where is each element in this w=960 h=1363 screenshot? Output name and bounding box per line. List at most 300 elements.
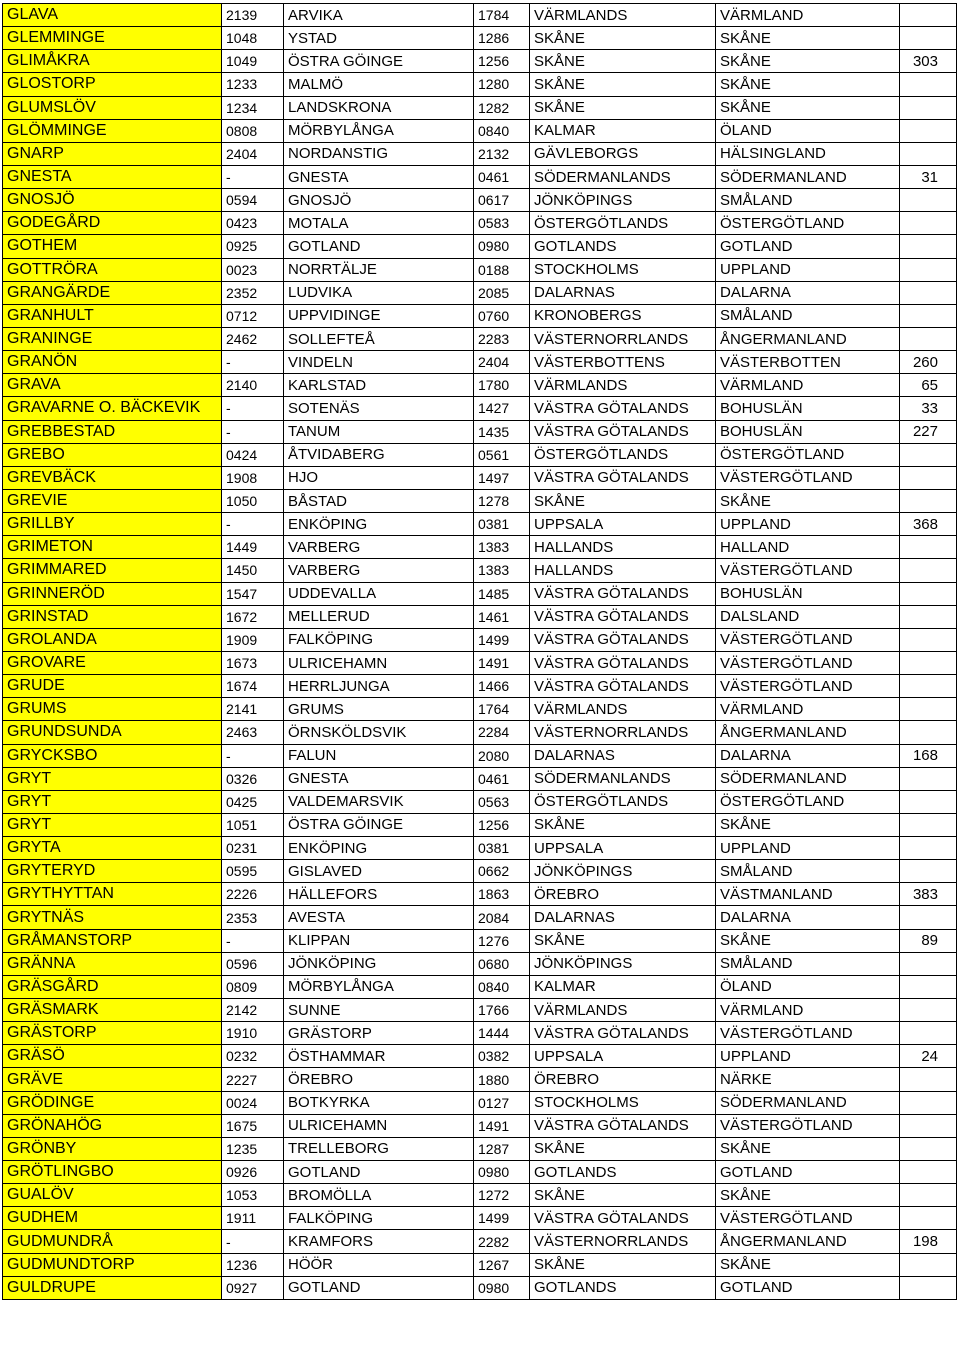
municipality-cell: VINDELN [284, 351, 474, 374]
parish-code-cell: - [222, 420, 284, 443]
municipality-code-cell: 2085 [474, 281, 530, 304]
municipality-code-cell: 1282 [474, 96, 530, 119]
municipality-code-cell: 1383 [474, 559, 530, 582]
county-cell: VÄSTERNORRLANDS [530, 1230, 716, 1253]
municipality-code-cell: 1287 [474, 1137, 530, 1160]
parish-code-cell: 2226 [222, 883, 284, 906]
province-cell: DALARNA [716, 906, 900, 929]
county-cell: UPPSALA [530, 837, 716, 860]
parish-code-cell: 0231 [222, 837, 284, 860]
municipality-cell: SUNNE [284, 999, 474, 1022]
table-row [3, 1114, 957, 1137]
municipality-code-cell: 0662 [474, 860, 530, 883]
county-cell: VÄSTERNORRLANDS [530, 721, 716, 744]
extra-number-cell [900, 1091, 957, 1114]
extra-number-cell [900, 1137, 957, 1160]
parish-name-cell: GREBBESTAD [3, 420, 222, 443]
municipality-cell: HJO [284, 466, 474, 489]
municipality-code-cell: 2404 [474, 351, 530, 374]
parish-name-cell: GLIMÅKRA [3, 50, 222, 73]
municipality-cell: FALUN [284, 744, 474, 767]
table-row [3, 1276, 957, 1299]
extra-number-cell [900, 1253, 957, 1276]
municipality-code-cell: 1272 [474, 1184, 530, 1207]
extra-number-cell [900, 1022, 957, 1045]
extra-number-cell: 383 [900, 883, 957, 906]
parish-code-cell: 0808 [222, 119, 284, 142]
county-cell: ÖREBRO [530, 883, 716, 906]
table-row [3, 165, 957, 188]
table-row [3, 73, 957, 96]
parish-name-cell: GLEMMINGE [3, 27, 222, 50]
extra-number-cell [900, 1207, 957, 1230]
county-cell: SKÅNE [530, 1253, 716, 1276]
parish-code-cell: 1674 [222, 675, 284, 698]
county-cell: JÖNKÖPINGS [530, 189, 716, 212]
extra-number-cell [900, 582, 957, 605]
municipality-cell: VARBERG [284, 559, 474, 582]
province-cell: VÄSTERGÖTLAND [716, 675, 900, 698]
province-cell: HALLAND [716, 536, 900, 559]
extra-number-cell: 65 [900, 374, 957, 397]
municipality-code-cell: 1784 [474, 4, 530, 27]
county-cell: VÄSTERBOTTENS [530, 351, 716, 374]
county-cell: SKÅNE [530, 27, 716, 50]
parish-code-cell: 1048 [222, 27, 284, 50]
extra-number-cell: 198 [900, 1230, 957, 1253]
parish-code-cell: 0925 [222, 235, 284, 258]
parish-code-cell: 2227 [222, 1068, 284, 1091]
municipality-code-cell: 0980 [474, 1161, 530, 1184]
parish-code-cell: 0326 [222, 767, 284, 790]
county-cell: ÖSTERGÖTLANDS [530, 790, 716, 813]
province-cell: SKÅNE [716, 813, 900, 836]
county-cell: UPPSALA [530, 1045, 716, 1068]
province-cell: SÖDERMANLAND [716, 165, 900, 188]
parish-name-cell: GUDMUNDRÅ [3, 1230, 222, 1253]
table-row [3, 1230, 957, 1253]
province-cell: ÖSTERGÖTLAND [716, 212, 900, 235]
table-row [3, 744, 957, 767]
extra-number-cell: 303 [900, 50, 957, 73]
county-cell: VÄSTRA GÖTALANDS [530, 675, 716, 698]
extra-number-cell [900, 96, 957, 119]
municipality-cell: LUDVIKA [284, 281, 474, 304]
province-cell: ÖLAND [716, 119, 900, 142]
parish-code-cell: 2139 [222, 4, 284, 27]
table-row [3, 975, 957, 998]
table-row [3, 50, 957, 73]
parish-name-cell: GRÄSTORP [3, 1022, 222, 1045]
municipality-code-cell: 1286 [474, 27, 530, 50]
municipality-code-cell: 2080 [474, 744, 530, 767]
extra-number-cell [900, 142, 957, 165]
extra-number-cell: 24 [900, 1045, 957, 1068]
municipality-code-cell: 1485 [474, 582, 530, 605]
province-cell: SKÅNE [716, 1184, 900, 1207]
province-cell: BOHUSLÄN [716, 420, 900, 443]
county-cell: VÄSTRA GÖTALANDS [530, 1207, 716, 1230]
municipality-cell: TRELLEBORG [284, 1137, 474, 1160]
province-cell: VÄSTERBOTTEN [716, 351, 900, 374]
municipality-cell: UDDEVALLA [284, 582, 474, 605]
municipality-code-cell: 1276 [474, 929, 530, 952]
table-row [3, 860, 957, 883]
parish-name-cell: GRIMETON [3, 536, 222, 559]
county-cell: SÖDERMANLANDS [530, 767, 716, 790]
province-cell: VÄRMLAND [716, 698, 900, 721]
province-cell: NÄRKE [716, 1068, 900, 1091]
municipality-cell: FALKÖPING [284, 628, 474, 651]
municipality-code-cell: 0680 [474, 952, 530, 975]
parish-name-cell: GRÖTLINGBO [3, 1161, 222, 1184]
parish-name-cell: GOTTRÖRA [3, 258, 222, 281]
parish-name-cell: GUDHEM [3, 1207, 222, 1230]
extra-number-cell [900, 906, 957, 929]
municipality-code-cell: 1880 [474, 1068, 530, 1091]
province-cell: UPPLAND [716, 513, 900, 536]
county-cell: KALMAR [530, 975, 716, 998]
extra-number-cell [900, 1161, 957, 1184]
parish-code-cell: 2463 [222, 721, 284, 744]
table-row [3, 790, 957, 813]
parish-name-cell: GRANHULT [3, 304, 222, 327]
table-row [3, 142, 957, 165]
county-cell: SKÅNE [530, 96, 716, 119]
county-cell: SKÅNE [530, 929, 716, 952]
municipality-code-cell: 1863 [474, 883, 530, 906]
parish-code-cell: 0712 [222, 304, 284, 327]
parish-name-cell: GLUMSLÖV [3, 96, 222, 119]
parish-code-cell: 1547 [222, 582, 284, 605]
municipality-cell: ÖSTRA GÖINGE [284, 50, 474, 73]
province-cell: UPPLAND [716, 837, 900, 860]
parish-name-cell: GUDMUNDTORP [3, 1253, 222, 1276]
parish-code-cell: 2142 [222, 999, 284, 1022]
municipality-cell: SOLLEFTEÅ [284, 327, 474, 350]
province-cell: UPPLAND [716, 1045, 900, 1068]
table-row [3, 397, 957, 420]
municipality-cell: GISLAVED [284, 860, 474, 883]
parish-name-cell: GRANINGE [3, 327, 222, 350]
county-cell: VÄRMLANDS [530, 698, 716, 721]
municipality-cell: MÖRBYLÅNGA [284, 975, 474, 998]
municipality-cell: NORDANSTIG [284, 142, 474, 165]
extra-number-cell [900, 721, 957, 744]
municipality-code-cell: 0381 [474, 837, 530, 860]
province-cell: SKÅNE [716, 27, 900, 50]
table-row [3, 605, 957, 628]
table-row [3, 281, 957, 304]
county-cell: GOTLANDS [530, 1161, 716, 1184]
parish-code-cell: 1675 [222, 1114, 284, 1137]
table-row [3, 883, 957, 906]
municipality-cell: GOTLAND [284, 1276, 474, 1299]
table-row [3, 929, 957, 952]
parish-code-cell: 1236 [222, 1253, 284, 1276]
table-row [3, 582, 957, 605]
parish-name-cell: GREVBÄCK [3, 466, 222, 489]
county-cell: VÄSTRA GÖTALANDS [530, 466, 716, 489]
parish-code-cell: 1049 [222, 50, 284, 73]
extra-number-cell [900, 327, 957, 350]
table-row [3, 327, 957, 350]
extra-number-cell: 368 [900, 513, 957, 536]
extra-number-cell: 31 [900, 165, 957, 188]
extra-number-cell [900, 605, 957, 628]
parish-code-cell: 1673 [222, 651, 284, 674]
parish-name-cell: GRYCKSBO [3, 744, 222, 767]
extra-number-cell: 168 [900, 744, 957, 767]
table-row [3, 119, 957, 142]
municipality-code-cell: 2132 [474, 142, 530, 165]
municipality-code-cell: 0840 [474, 119, 530, 142]
table-row [3, 189, 957, 212]
county-cell: VÄRMLANDS [530, 4, 716, 27]
table-row [3, 304, 957, 327]
extra-number-cell [900, 27, 957, 50]
municipality-code-cell: 1256 [474, 50, 530, 73]
table-row [3, 1045, 957, 1068]
province-cell: VÄSTERGÖTLAND [716, 1207, 900, 1230]
municipality-cell: ÖREBRO [284, 1068, 474, 1091]
parish-name-cell: GRYTA [3, 837, 222, 860]
parish-code-cell: - [222, 397, 284, 420]
county-cell: SKÅNE [530, 489, 716, 512]
province-cell: ÖSTERGÖTLAND [716, 790, 900, 813]
province-cell: SKÅNE [716, 73, 900, 96]
municipality-code-cell: 1427 [474, 397, 530, 420]
extra-number-cell [900, 837, 957, 860]
municipality-code-cell: 0188 [474, 258, 530, 281]
extra-number-cell [900, 975, 957, 998]
extra-number-cell [900, 813, 957, 836]
parish-code-cell: 2141 [222, 698, 284, 721]
table-row [3, 4, 957, 27]
parish-code-cell: - [222, 351, 284, 374]
municipality-code-cell: 0382 [474, 1045, 530, 1068]
municipality-code-cell: 2284 [474, 721, 530, 744]
extra-number-cell: 260 [900, 351, 957, 374]
extra-number-cell [900, 767, 957, 790]
municipality-cell: GRÄSTORP [284, 1022, 474, 1045]
parish-name-cell: GRAVARNE O. BÄCKEVIK [3, 397, 222, 420]
county-cell: VÄSTRA GÖTALANDS [530, 420, 716, 443]
parish-code-cell: 1449 [222, 536, 284, 559]
county-cell: VÄSTRA GÖTALANDS [530, 605, 716, 628]
province-cell: SKÅNE [716, 1137, 900, 1160]
province-cell: BOHUSLÄN [716, 397, 900, 420]
municipality-cell: BOTKYRKA [284, 1091, 474, 1114]
parish-name-cell: GRÖNAHÖG [3, 1114, 222, 1137]
province-cell: VÄSTERGÖTLAND [716, 1114, 900, 1137]
municipality-cell: MALMÖ [284, 73, 474, 96]
county-cell: DALARNAS [530, 906, 716, 929]
parish-code-cell: 1450 [222, 559, 284, 582]
extra-number-cell [900, 999, 957, 1022]
parish-name-cell: GRYT [3, 767, 222, 790]
parish-name-cell: GRYTHYTTAN [3, 883, 222, 906]
municipality-cell: FALKÖPING [284, 1207, 474, 1230]
county-cell: GÄVLEBORGS [530, 142, 716, 165]
county-cell: VÄSTRA GÖTALANDS [530, 1022, 716, 1045]
table-row [3, 651, 957, 674]
county-cell: JÖNKÖPINGS [530, 952, 716, 975]
municipality-code-cell: 1491 [474, 651, 530, 674]
municipality-code-cell: 0583 [474, 212, 530, 235]
table-row [3, 420, 957, 443]
province-cell: ÅNGERMANLAND [716, 1230, 900, 1253]
extra-number-cell [900, 1276, 957, 1299]
municipality-cell: ÅTVIDABERG [284, 443, 474, 466]
table-row [3, 351, 957, 374]
table-row [3, 999, 957, 1022]
parish-code-cell: 1233 [222, 73, 284, 96]
extra-number-cell: 89 [900, 929, 957, 952]
parish-code-cell: 0424 [222, 443, 284, 466]
extra-number-cell [900, 860, 957, 883]
table-row [3, 489, 957, 512]
table-row [3, 96, 957, 119]
municipality-code-cell: 0980 [474, 1276, 530, 1299]
parish-code-cell: 1053 [222, 1184, 284, 1207]
extra-number-cell [900, 258, 957, 281]
municipality-cell: HÄLLEFORS [284, 883, 474, 906]
parish-code-cell: - [222, 513, 284, 536]
extra-number-cell [900, 1114, 957, 1137]
municipality-cell: GNOSJÖ [284, 189, 474, 212]
municipality-code-cell: 1267 [474, 1253, 530, 1276]
parish-code-cell: - [222, 744, 284, 767]
table-row [3, 767, 957, 790]
parish-code-cell: 0926 [222, 1161, 284, 1184]
municipality-code-cell: 1499 [474, 1207, 530, 1230]
extra-number-cell [900, 698, 957, 721]
municipality-cell: VALDEMARSVIK [284, 790, 474, 813]
county-cell: SKÅNE [530, 50, 716, 73]
table-row [3, 906, 957, 929]
province-cell: VÄSTERGÖTLAND [716, 1022, 900, 1045]
extra-number-cell [900, 281, 957, 304]
parish-code-cell: 1235 [222, 1137, 284, 1160]
parish-code-cell: 1672 [222, 605, 284, 628]
province-cell: SKÅNE [716, 489, 900, 512]
municipality-cell: ULRICEHAMN [284, 1114, 474, 1137]
municipality-cell: VARBERG [284, 536, 474, 559]
municipality-code-cell: 2084 [474, 906, 530, 929]
county-cell: VÄSTRA GÖTALANDS [530, 582, 716, 605]
municipality-code-cell: 0980 [474, 235, 530, 258]
table-row [3, 813, 957, 836]
parish-code-cell: 2352 [222, 281, 284, 304]
extra-number-cell [900, 489, 957, 512]
table-row [3, 952, 957, 975]
county-cell: UPPSALA [530, 513, 716, 536]
municipality-cell: GOTLAND [284, 1161, 474, 1184]
municipality-cell: SOTENÄS [284, 397, 474, 420]
parish-name-cell: GRÄSGÅRD [3, 975, 222, 998]
municipality-cell: MELLERUD [284, 605, 474, 628]
table-row [3, 443, 957, 466]
parish-code-cell: 2353 [222, 906, 284, 929]
municipality-code-cell: 0561 [474, 443, 530, 466]
parish-table [2, 3, 957, 1300]
parish-name-cell: GRÄNNA [3, 952, 222, 975]
county-cell: VÄRMLANDS [530, 999, 716, 1022]
table-row [3, 1091, 957, 1114]
province-cell: GOTLAND [716, 1276, 900, 1299]
parish-name-cell: GNARP [3, 142, 222, 165]
parish-name-cell: GULDRUPE [3, 1276, 222, 1299]
county-cell: STOCKHOLMS [530, 1091, 716, 1114]
parish-code-cell: 2462 [222, 327, 284, 350]
table-row [3, 1253, 957, 1276]
municipality-cell: HÖÖR [284, 1253, 474, 1276]
parish-code-cell: 1910 [222, 1022, 284, 1045]
table-row [3, 513, 957, 536]
municipality-code-cell: 1444 [474, 1022, 530, 1045]
province-cell: SKÅNE [716, 929, 900, 952]
municipality-cell: ENKÖPING [284, 513, 474, 536]
parish-code-cell: 0595 [222, 860, 284, 883]
extra-number-cell: 33 [900, 397, 957, 420]
parish-code-cell: 0927 [222, 1276, 284, 1299]
municipality-code-cell: 1764 [474, 698, 530, 721]
municipality-code-cell: 0563 [474, 790, 530, 813]
province-cell: GOTLAND [716, 1161, 900, 1184]
table-body [3, 4, 957, 1300]
parish-code-cell: 1909 [222, 628, 284, 651]
municipality-code-cell: 1497 [474, 466, 530, 489]
parish-name-cell: GRÖNBY [3, 1137, 222, 1160]
county-cell: DALARNAS [530, 744, 716, 767]
parish-name-cell: GROVARE [3, 651, 222, 674]
municipality-code-cell: 1280 [474, 73, 530, 96]
municipality-cell: ENKÖPING [284, 837, 474, 860]
province-cell: SMÅLAND [716, 189, 900, 212]
county-cell: VÄRMLANDS [530, 374, 716, 397]
municipality-cell: AVESTA [284, 906, 474, 929]
parish-name-cell: GRUMS [3, 698, 222, 721]
municipality-code-cell: 0461 [474, 767, 530, 790]
parish-code-cell: 0423 [222, 212, 284, 235]
table-row [3, 1068, 957, 1091]
municipality-cell: GNESTA [284, 165, 474, 188]
municipality-cell: KLIPPAN [284, 929, 474, 952]
province-cell: SKÅNE [716, 50, 900, 73]
province-cell: BOHUSLÄN [716, 582, 900, 605]
parish-code-cell: 0809 [222, 975, 284, 998]
extra-number-cell [900, 73, 957, 96]
parish-name-cell: GREBO [3, 443, 222, 466]
extra-number-cell [900, 790, 957, 813]
municipality-cell: ARVIKA [284, 4, 474, 27]
county-cell: ÖREBRO [530, 1068, 716, 1091]
municipality-cell: ÖSTRA GÖINGE [284, 813, 474, 836]
municipality-code-cell: 1435 [474, 420, 530, 443]
municipality-code-cell: 0381 [474, 513, 530, 536]
county-cell: ÖSTERGÖTLANDS [530, 212, 716, 235]
parish-name-cell: GRUDE [3, 675, 222, 698]
county-cell: KALMAR [530, 119, 716, 142]
table-row [3, 1137, 957, 1160]
extra-number-cell [900, 651, 957, 674]
parish-name-cell: GLÖMMINGE [3, 119, 222, 142]
extra-number-cell [900, 1068, 957, 1091]
province-cell: UPPLAND [716, 258, 900, 281]
extra-number-cell [900, 536, 957, 559]
extra-number-cell [900, 4, 957, 27]
